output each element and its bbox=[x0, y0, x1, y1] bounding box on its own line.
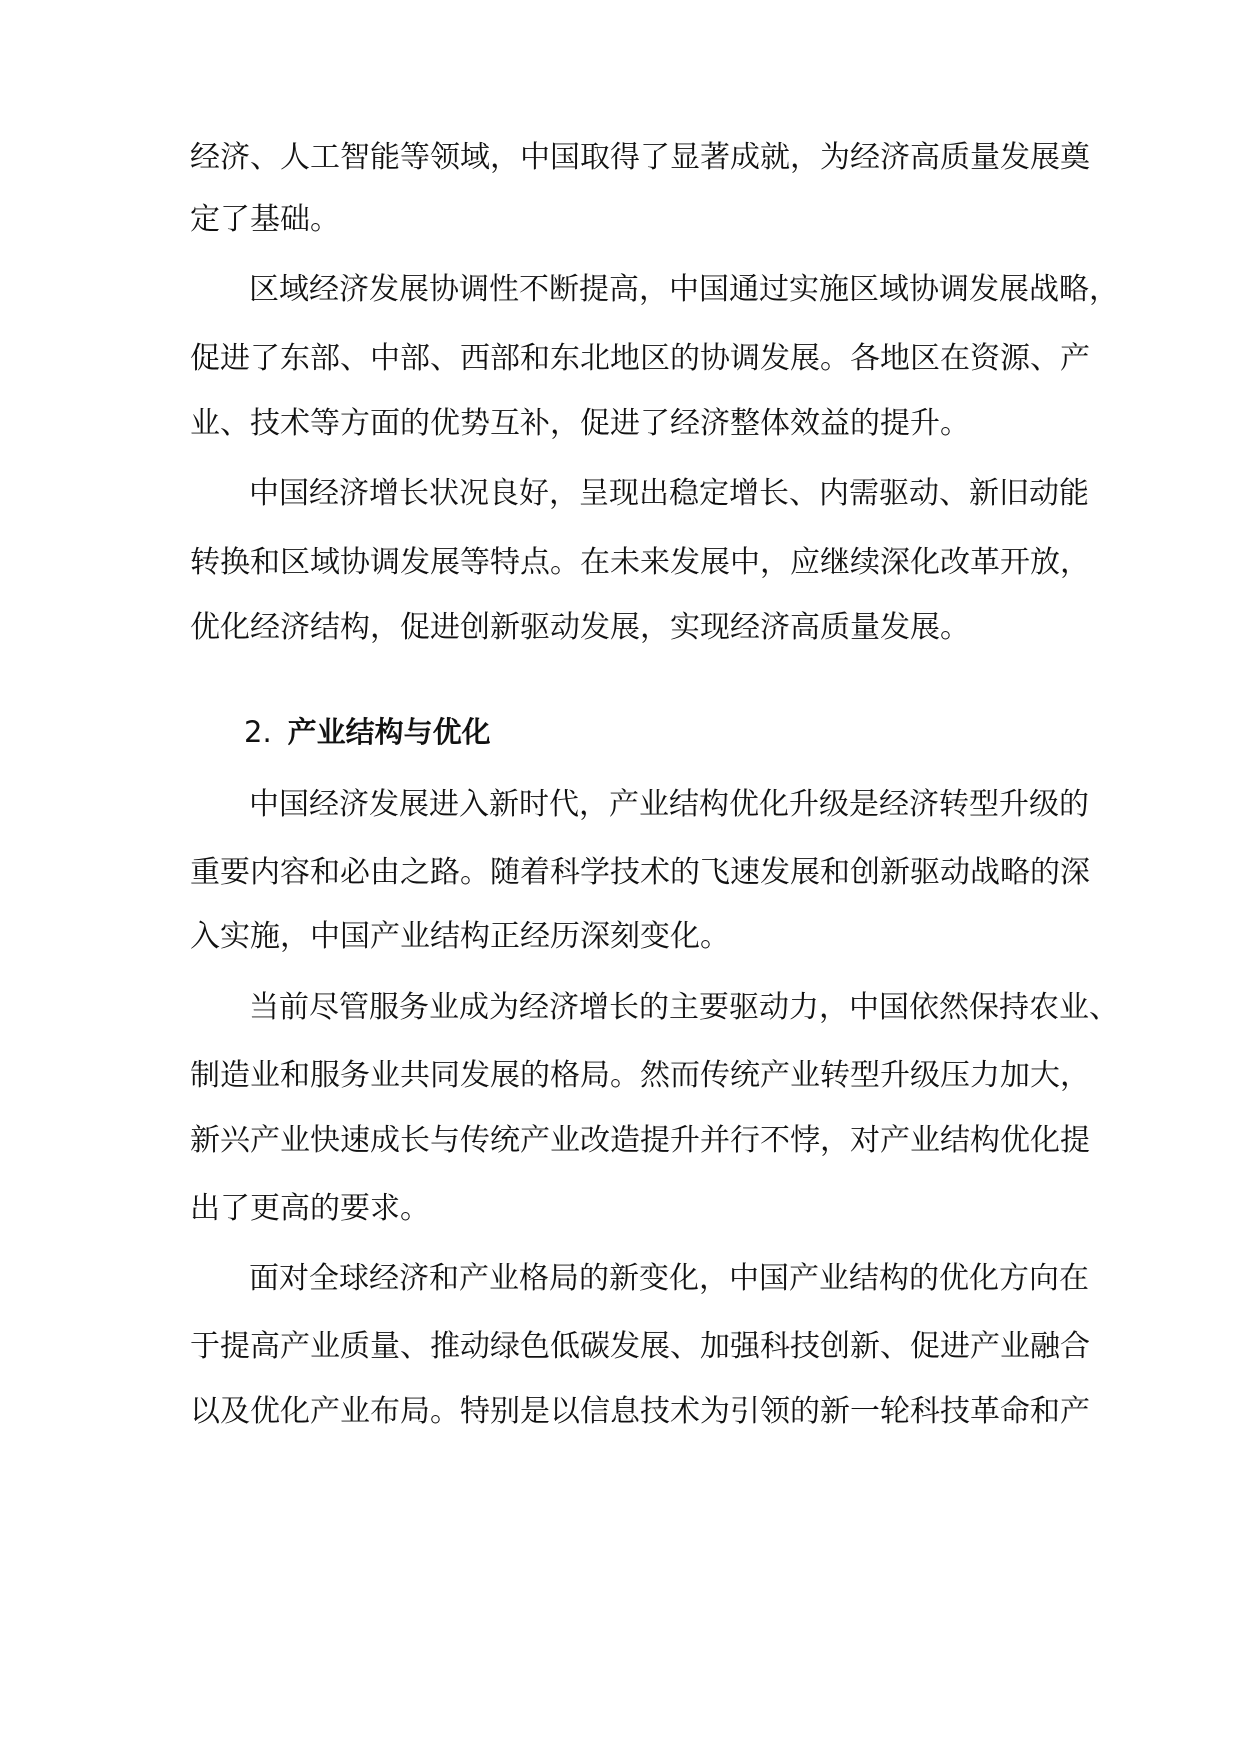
paragraph-line: 促进了东部、中部、西部和东北地区的协调发展。各地区在资源、产 bbox=[190, 341, 1090, 376]
paragraph-line: 中国经济发展进入新时代，产业结构优化升级是经济转型升级的 bbox=[249, 787, 1089, 822]
paragraph-line: 出了更高的要求。 bbox=[190, 1191, 430, 1226]
section-heading bbox=[244, 712, 491, 752]
paragraph-line: 区域经济发展协调性不断提高，中国通过实施区域协调发展战略， bbox=[249, 272, 1119, 307]
paragraph-line: 中国经济增长状况良好，呈现出稳定增长、内需驱动、新旧动能 bbox=[249, 476, 1089, 511]
paragraph-line: 当前尽管服务业成为经济增长的主要驱动力，中国依然保持农业、 bbox=[249, 990, 1119, 1025]
paragraph-line: 转换和区域协调发展等特点。在未来发展中，应继续深化改革开放， bbox=[190, 545, 1090, 580]
paragraph-line: 新兴产业快速成长与传统产业改造提升并行不悖，对产业结构优化提 bbox=[190, 1123, 1090, 1158]
paragraph-line: 业、技术等方面的优势互补，促进了经济整体效益的提升。 bbox=[190, 406, 970, 441]
paragraph-line: 优化经济结构，促进创新驱动发展，实现经济高质量发展。 bbox=[190, 610, 970, 645]
paragraph-line: 入实施，中国产业结构正经历深刻变化。 bbox=[190, 919, 730, 954]
paragraph-line: 面对全球经济和产业格局的新变化，中国产业结构的优化方向在 bbox=[249, 1261, 1089, 1296]
paragraph-line: 于提高产业质量、推动绿色低碳发展、加强科技创新、促进产业融合 bbox=[190, 1329, 1090, 1364]
paragraph-line: 重要内容和必由之路。随着科学技术的飞速发展和创新驱动战略的深 bbox=[190, 855, 1090, 890]
paragraph-line: 经济、人工智能等领域，中国取得了显著成就，为经济高质量发展奠 bbox=[190, 140, 1090, 175]
section-number: 2. bbox=[244, 715, 272, 749]
paragraph-line: 以及优化产业布局。特别是以信息技术为引领的新一轮科技革命和产 bbox=[190, 1394, 1090, 1429]
section-title: 产业结构与优化 bbox=[287, 715, 491, 749]
paragraph-line: 定了基础。 bbox=[190, 202, 340, 237]
paragraph-line: 制造业和服务业共同发展的格局。然而传统产业转型升级压力加大， bbox=[190, 1058, 1090, 1093]
